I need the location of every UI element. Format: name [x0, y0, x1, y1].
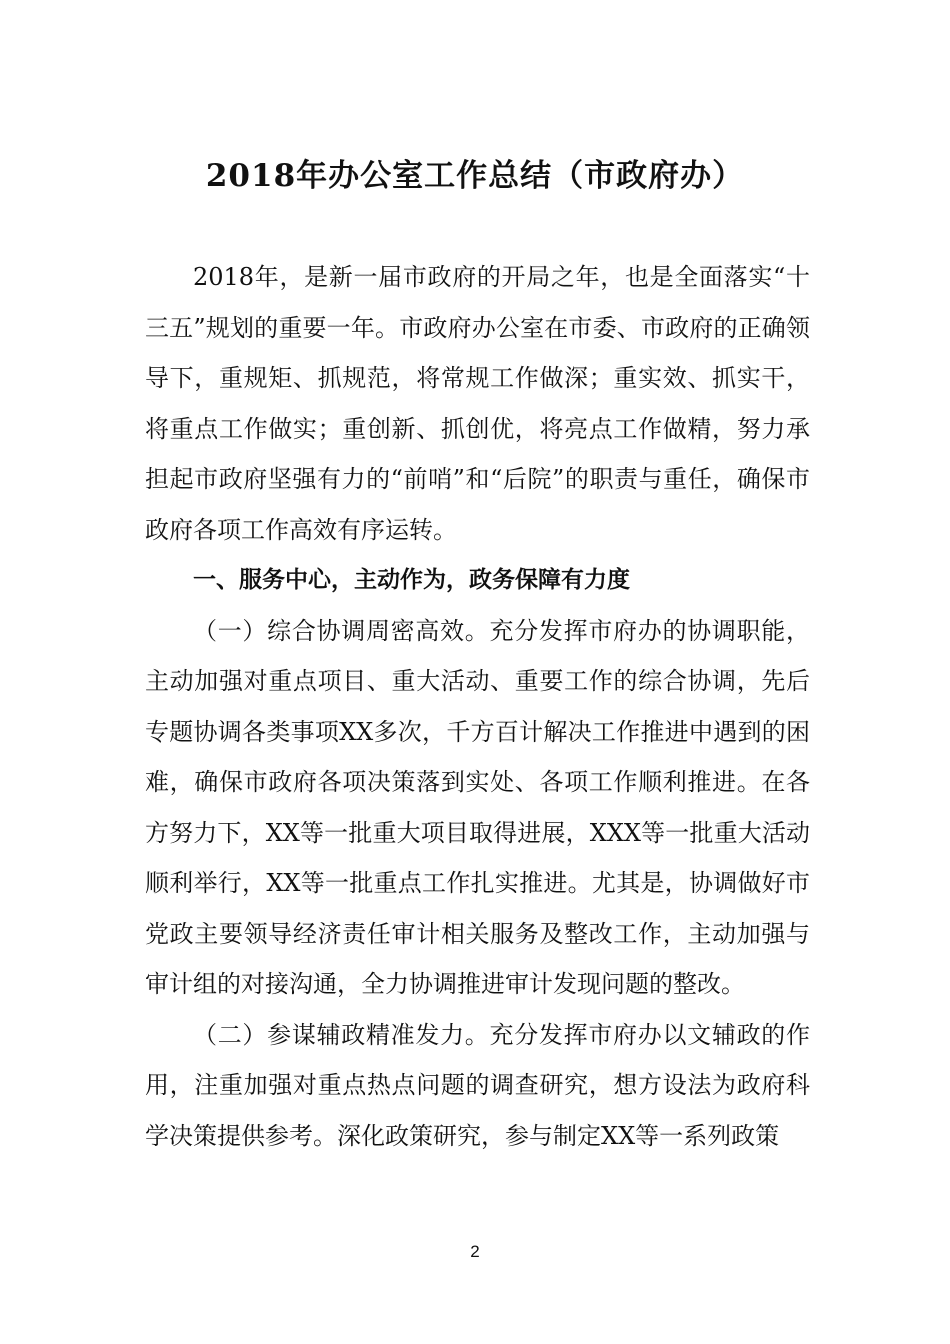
item-paragraph-1 [145, 606, 810, 1010]
page-number: 2 [470, 1242, 480, 1261]
item-lead-2: （二）参谋辅政精准发力。 [193, 1020, 490, 1049]
item-paragraph-2 [145, 1010, 810, 1162]
item-text-1: 充分发挥市府办的协调职能，主动加强对重点项目、重大活动、重要工作的综合协调，先后专题协调各类事项XX多次，千方百计解决工作推进中遇到的困难，确保市政府各项决策落到实处、各项工作顺利推进。在各方努力下，XX等一批重大项目取得进展，XXX等一批重大活动顺利举行，XX等一批重点工作扎实推进。尤其是，协调做好市党政主要领导经济责任审计相关服务及整改工作，主动加强与审计组的对接沟通，全力协调推进审计发现问题的整改。 [145, 616, 810, 998]
section-heading: 一、服务中心，主动作为，政务保障有力度 [193, 567, 630, 593]
item-text-2: 充分发挥市府办以文辅政的作用，注重加强对重点热点问题的调查研究，想方设法为政府科学决策提供参考。深化政策研究，参与制定XX等一系列政策 [145, 1020, 810, 1150]
intro-paragraph: 2018年，是新一届市政府的开局之年，也是全面落实“十三五”规划的重要一年。市政府办公室在市委、市政府的正确领导下，重规矩、抓规范，将常规工作做深；重实效、抓实干，将重点工作做实；重创新、抓创优，将亮点工作做精，努力承担起市政府坚强有力的“前哨”和“后院”的职责与重任，确保市政府各项工作高效有序运转。 [145, 263, 810, 544]
item-lead-1: （一）综合协调周密高效。 [193, 616, 490, 645]
document-title: 2018年办公室工作总结（市政府办） [205, 158, 745, 194]
document-body [145, 252, 810, 1161]
